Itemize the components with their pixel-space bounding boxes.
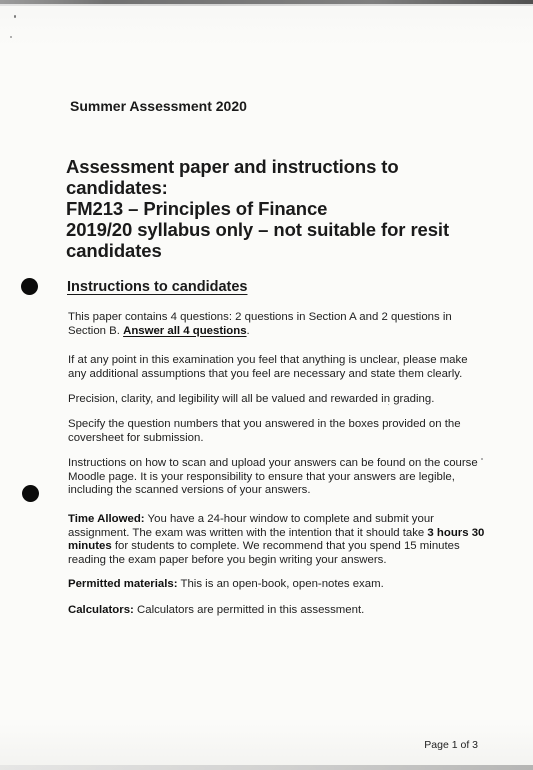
instructions-heading: Instructions to candidates [67, 279, 248, 295]
paper-title-line1: Assessment paper and instructions to candidates: [66, 156, 399, 198]
instruction-paragraph-grading: Precision, clarity, and legibility will all be valued and rewarded in grading. [68, 393, 435, 405]
time-allowed-text: You have a 24-hour window to complete and submit your assignment. The exam was written with the intention that it should take [68, 513, 434, 539]
permitted-materials-label: Permitted materials: [68, 578, 178, 590]
answer-all-emphasis: Answer all 4 questions [123, 324, 247, 337]
page-number: Page 1 of 3 [424, 739, 478, 751]
scan-edge-highlight [0, 4, 533, 6]
questions-period: . [246, 324, 250, 337]
scan-speck [14, 15, 16, 18]
syllabus-note: 2019/20 syllabus only – not suitable for resit candidates [66, 219, 450, 261]
hole-punch-mark [21, 278, 38, 295]
calculators-text: Calculators are permitted in this assessment. [133, 604, 365, 616]
exam-duration: 3 hours 30 minutes [68, 526, 485, 552]
permitted-materials-text: This is an open-book, open-notes exam. [177, 578, 384, 590]
paper-title-line2: FM213 – Principles of Finance [66, 198, 328, 219]
calculators-label: Calculators: [68, 604, 134, 616]
time-allowed-text-end: for students to complete. We recommend that you spend 15 minutes reading the exam paper before you begin writing your answers. [68, 540, 460, 566]
instruction-paragraph-questions [68, 311, 488, 338]
instruction-paragraph-time [68, 513, 488, 567]
scan-edge-bottom [0, 765, 533, 770]
paper-title [66, 156, 486, 219]
instruction-paragraph-materials [68, 578, 488, 592]
assessment-subtitle: Summer Assessment 2020 [70, 98, 247, 114]
instruction-paragraph-upload: Instructions on how to scan and upload your answers can be found on the course Moodle page. It is your responsibility to ensure that your answers are legible, including the scanned versions of your answers. [68, 457, 478, 496]
scan-speck [10, 36, 12, 38]
instruction-paragraph-coversheet: Specify the question numbers that you answered in the boxes provided on the coversheet for submission. [68, 418, 461, 444]
hole-punch-mark [22, 485, 39, 502]
questions-text: This paper contains 4 questions: 2 questions in Section A and 2 questions in Section B. [68, 311, 452, 337]
time-allowed-label: Time Allowed: [68, 513, 145, 525]
instruction-paragraph-calculators [68, 604, 488, 618]
instruction-paragraph-assumptions: If at any point in this examination you feel that anything is unclear, please make any additional assumptions that you feel are necessary and state them clearly. [68, 354, 468, 380]
